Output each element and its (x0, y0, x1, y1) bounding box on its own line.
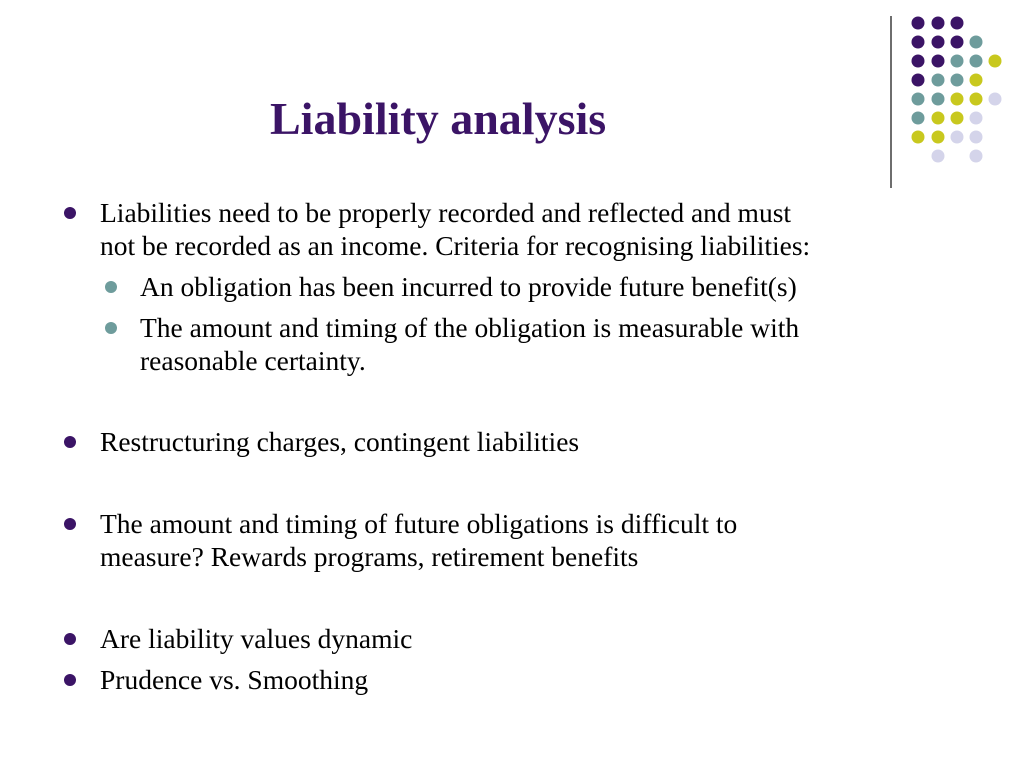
bullet-text: The amount and timing of future obligations is difficult to (100, 508, 738, 539)
bullet-text: measure? Rewards programs, retirement benefits (100, 541, 639, 572)
bullet-marker-icon (64, 207, 76, 219)
slide-title: Liability analysis (270, 93, 607, 144)
bullet-text: Are liability values dynamic (100, 623, 413, 654)
bullet-marker-icon (64, 633, 76, 645)
bullet-text: not be recorded as an income. Criteria for recognising liabilities: (100, 230, 811, 261)
sub-bullet-text: The amount and timing of the obligation is measurable with (140, 312, 800, 343)
sub-bullet-marker-icon (105, 281, 117, 293)
sub-bullet-text: An obligation has been incurred to provide future benefit(s) (140, 271, 797, 302)
bullet-marker-icon (64, 674, 76, 686)
bullet-marker-icon (64, 518, 76, 530)
bullet-text: Liabilities need to be properly recorded and reflected and must (100, 197, 792, 228)
sub-bullet-text: reasonable certainty. (140, 345, 366, 376)
bullet-text: Prudence vs. Smoothing (100, 664, 369, 695)
bullet-text: Restructuring charges, contingent liabilities (100, 426, 580, 457)
sub-bullet-marker-icon (105, 322, 117, 334)
bullet-marker-icon (64, 436, 76, 448)
